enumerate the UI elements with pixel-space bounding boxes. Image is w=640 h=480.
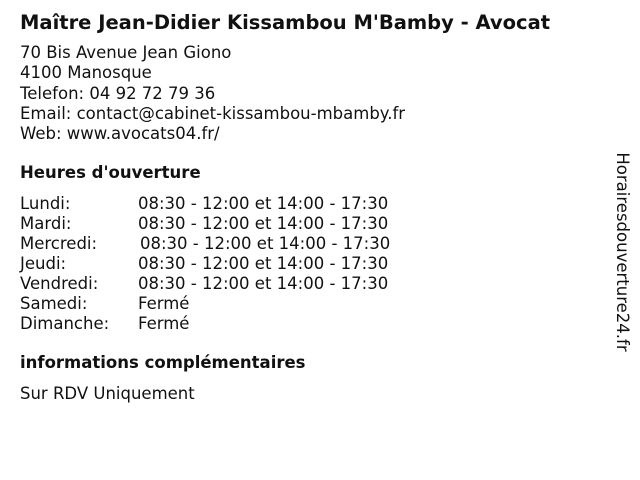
extra-info-heading: informations complémentaires [20,353,306,372]
time-value: 08:30 - 12:00 et 14:00 - 17:30 [138,214,389,233]
day-label: Samedi: [20,294,88,313]
day-label: Lundi: [20,194,71,213]
hours-heading: Heures d'ouverture [20,163,201,182]
phone-line: Telefon: 04 92 72 79 36 [20,83,216,103]
time-value: 08:30 - 12:00 et 14:00 - 17:30 [140,234,391,253]
day-label: Mardi: [20,214,72,233]
address-block [20,43,405,144]
city-line: 4100 Manosque [20,63,152,83]
time-value: 08:30 - 12:00 et 14:00 - 17:30 [138,254,389,273]
day-label: Dimanche: [20,314,110,333]
web-line: Web: www.avocats04.fr/ [20,124,220,144]
time-value: Fermé [138,294,190,313]
watermark: Horairesdouverture24.fr [613,152,632,352]
day-label: Vendredi: [20,274,99,293]
time-value: Fermé [138,314,190,333]
page-title: Maître Jean-Didier Kissambou M'Bamby - Avocat [20,11,551,34]
day-label: Jeudi: [20,254,67,273]
time-value: 08:30 - 12:00 et 14:00 - 17:30 [138,274,389,293]
time-value: 08:30 - 12:00 et 14:00 - 17:30 [138,194,389,213]
email-line: Email: contact@cabinet-kissambou-mbamby.fr [20,103,406,123]
extra-info-text: Sur RDV Uniquement [20,384,195,403]
day-label: Mercredi: [20,234,98,253]
street-line: 70 Bis Avenue Jean Giono [20,43,232,62]
